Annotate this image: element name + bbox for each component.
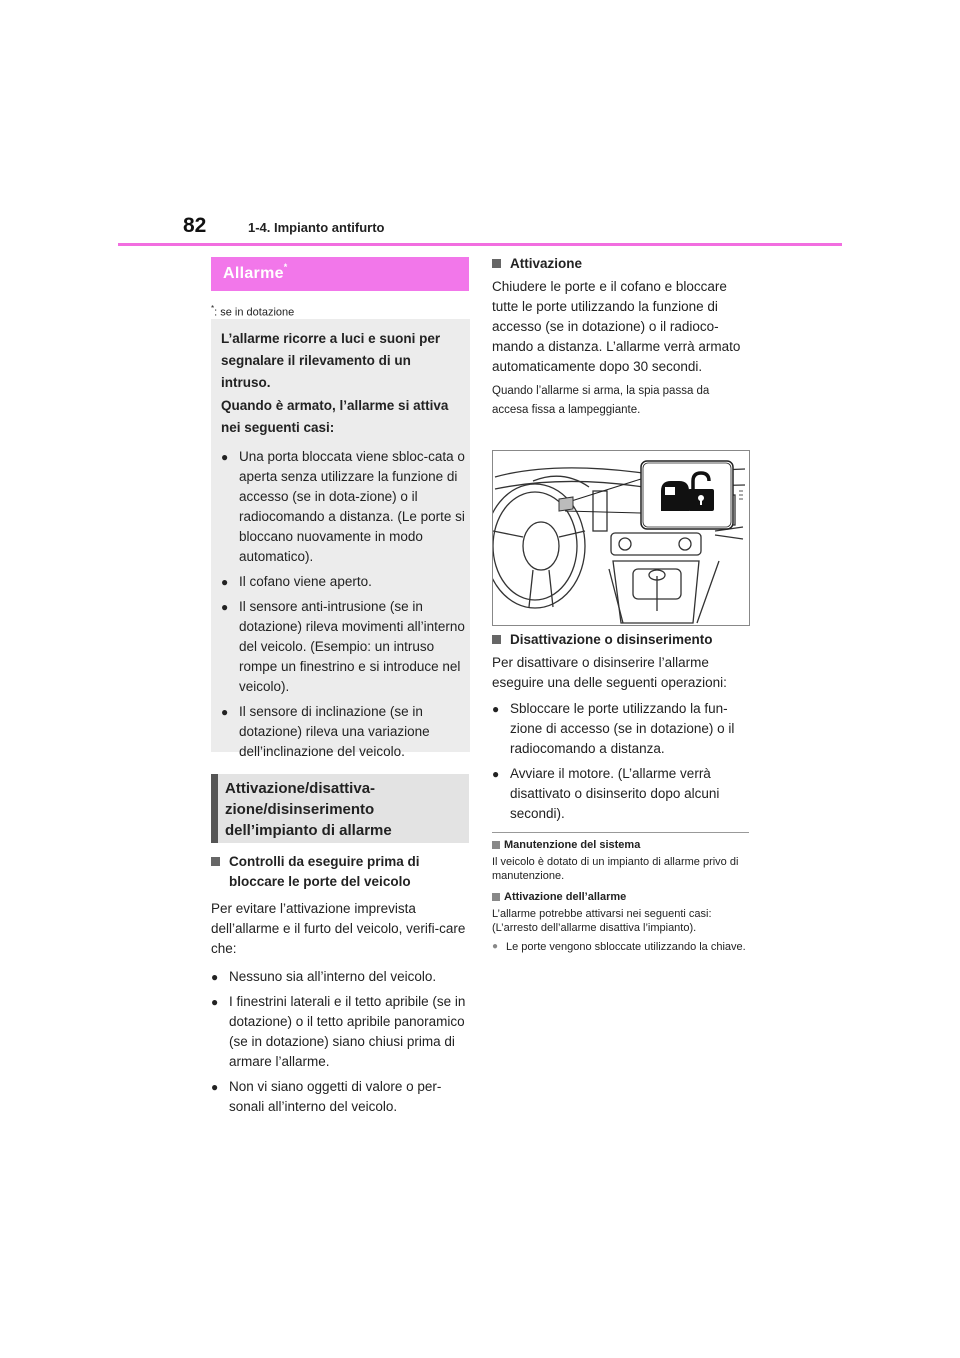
manutenzione-text: Il veicolo è dotato di un impianto di allarme privo di manutenzione. <box>492 856 739 882</box>
intro-text-2: Quando è armato, l’allarme si attiva nei seguenti casi: <box>221 398 449 435</box>
footnote: *: se in dotazione <box>211 304 295 319</box>
list-item: ● Nessuno sia all’interno del veicolo. <box>211 967 469 987</box>
list-item: ● Una porta bloccata viene sbloc-cata o aperta senza utilizzare la funzione di accesso (se in dota-zione) o il radiocomando a distanza. (Le porte si bloccano nuovamente in modo automatico). <box>221 447 466 567</box>
list-item: ● Avviare il motore. (L’allarme verrà disattivato o disinserito dopo alcuni secondi). <box>492 764 754 824</box>
attivazione-note: Quando l’allarme si arma, la spia passa da accesa fissa a lampeggiante. <box>492 385 710 416</box>
attivazione-heading: Attivazione <box>492 254 750 274</box>
intro-text-1: L’allarme ricorre a luci e suoni per segnalare il rilevamento di un intruso. <box>221 331 441 390</box>
list-item: ● Il sensore di inclinazione (se in dotazione) rileva una variazione dell’inclinazione del veicolo. <box>221 702 466 762</box>
page-number: 82 <box>183 214 207 237</box>
list-item: ● Non vi siano oggetti di valore o per-sonali all’interno del veicolo. <box>211 1077 469 1117</box>
controlli-block <box>211 852 469 1122</box>
dashboard-illustration <box>492 450 750 626</box>
header-rule <box>118 243 842 246</box>
manutenzione-heading: Manutenzione del sistema <box>492 838 752 852</box>
disattivazione-block <box>492 630 754 829</box>
title-asterisk: * <box>283 262 288 272</box>
list-item: ● I finestrini laterali e il tetto apribile (se in dotazione) o il tetto apribile panoramico (se in dotazione) siano chiusi prima di armare l’allarme. <box>211 992 469 1072</box>
section-title: 1-4. Impianto antifurto <box>248 220 385 235</box>
notes-block <box>492 838 752 954</box>
allarme-title: Allarme* <box>223 262 288 282</box>
attivazione-allarme-heading: Attivazione dell’allarme <box>492 890 752 904</box>
disattivazione-text: Per disattivare o disinserire l’allarme eseguire una delle seguenti operazioni: <box>492 655 727 690</box>
padlock-car-indicator-icon <box>641 461 733 529</box>
list-item: ● Il sensore anti-intrusione (se in dotazione) rileva movimenti all’interno del veicolo. (Esempio: un intruso rompe un finestrino e si introduce nel veicolo). <box>221 597 466 697</box>
disattivazione-heading: Disattivazione o disinserimento <box>492 630 754 650</box>
list-item: ● Il cofano viene aperto. <box>221 572 466 592</box>
notes-divider <box>492 832 749 833</box>
controlli-text: Per evitare l’attivazione imprevista dell’allarme e il furto del veicolo, verifi-care che: <box>211 901 466 956</box>
attivazione-allarme-text: L’allarme potrebbe attivarsi nei seguenti casi: (L’arresto dell’allarme disattiva l’impianto). <box>492 908 712 934</box>
attivazione-text: Chiudere le porte e il cofano e bloccare tutte le porte utilizzando la funzione di accesso (se in dotazione) o il radioco-mando a distanza. L’allarme verrà armato automaticamente dopo 30 secondi. <box>492 279 741 374</box>
attivazione-block <box>492 254 750 420</box>
allarme-info-box <box>211 319 470 759</box>
controlli-heading: Controlli da eseguire prima di bloccare le porte del veicolo <box>211 852 469 892</box>
list-item: ● Le porte vengono sbloccate utilizzando la chiave. <box>492 940 752 954</box>
list-item: ● Sbloccare le porte utilizzando la fun-zione di accesso (se in dotazione) o il radiocomando a distanza. <box>492 699 754 759</box>
allarme-title-bar <box>211 257 469 291</box>
attivazione-section-heading: Attivazione/disattiva-zione/disinserimento dell’impianto di allarme <box>211 774 469 843</box>
